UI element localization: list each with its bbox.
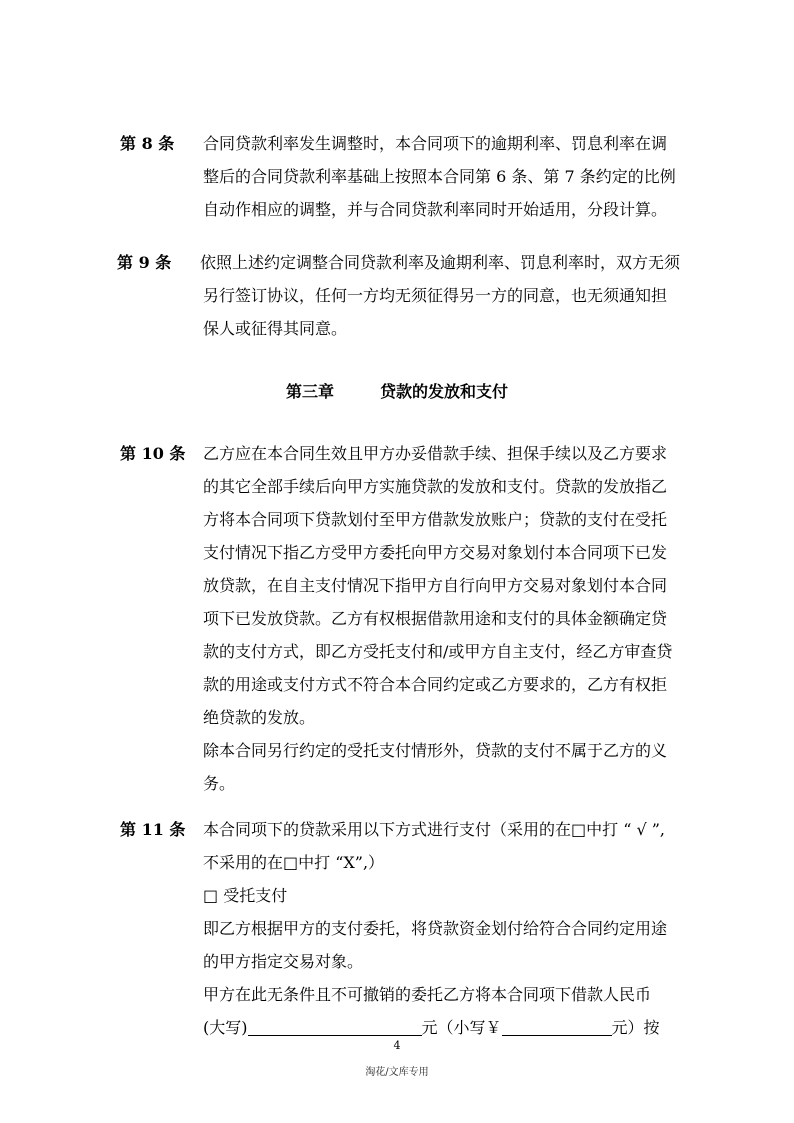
- article-9-line: 另行签订协议，任何一方均无须征得另一方的同意，也无须通知担: [203, 286, 668, 305]
- article-8-line: 整后的合同贷款利率基础上按照本合同第 6 条、第 7 条约定的比例: [203, 167, 676, 186]
- page-number: 4: [393, 1039, 401, 1052]
- article-10-line: 项下已发放贷款。乙方有权根据借款用途和支付的具体金额确定贷: [203, 609, 668, 628]
- article-8-line: 合同贷款利率发生调整时，本合同项下的逾期利率、罚息利率在调: [203, 134, 668, 153]
- amount-uppercase-label: (大写): [203, 1018, 248, 1037]
- article-9-label: 第 9 条: [117, 253, 172, 272]
- article-10-line: 方将本合同项下贷款划付至甲方借款发放账户；贷款的支付在受托: [203, 510, 668, 529]
- article-11-line: 不采用的在□中打 “X”,）: [203, 853, 385, 872]
- article-10-line: 的其它全部手续后向甲方实施贷款的发放和支付。贷款的发放指乙: [203, 477, 668, 496]
- article-9-line: 保人或征得其同意。: [203, 319, 348, 338]
- article-10-line: 务。: [203, 774, 236, 793]
- article-11-body: [203, 813, 681, 1044]
- article-10-line: 除本合同另行约定的受托支付情形外，贷款的支付不属于乙方的义: [203, 741, 668, 760]
- article-11-label: 第 11 条: [120, 820, 186, 839]
- chapter-title: 贷款的发放和支付: [380, 382, 509, 401]
- amount-suffix: 元）按: [611, 1018, 660, 1037]
- article-10-line: 放贷款，在自主支付情况下指甲方自行向甲方交易对象划付本合同: [203, 576, 668, 595]
- entrusted-payment-option: □ 受托支付: [203, 886, 288, 905]
- article-10-line: 乙方应在本合同生效且甲方办妥借款手续、担保手续以及乙方要求: [203, 444, 668, 463]
- article-9-line: 依照上述约定调整合同贷款利率及逾期利率、罚息利率时，双方无须: [200, 253, 681, 272]
- article-10-line: 款的用途或支付方式不符合本合同约定或乙方要求的，乙方有权拒: [203, 675, 668, 694]
- article-8-body: [203, 127, 681, 226]
- article-10-line: 款的支付方式，即乙方受托支付和/或甲方自主支付，经乙方审查贷: [203, 642, 673, 661]
- amount-lowercase-blank[interactable]: [502, 1017, 612, 1036]
- article-10-line: 绝贷款的发放。: [203, 708, 316, 727]
- chapter-number: 第三章: [285, 382, 334, 401]
- article-11-line: 本合同项下的贷款采用以下方式进行支付（采用的在□中打 “ √ ”,: [203, 820, 666, 839]
- article-10-label: 第 10 条: [120, 444, 186, 463]
- amount-lowercase-label: 元（小写￥: [421, 1018, 502, 1037]
- article-11-line: 即乙方根据甲方的支付委托，将贷款资金划付给符合合同约定用途: [203, 919, 668, 938]
- article-8-line: 自动作相应的调整，并与合同贷款利率同时开始适用，分段计算。: [203, 200, 668, 219]
- article-11-line: 的甲方指定交易对象。: [203, 952, 364, 971]
- amount-uppercase-blank[interactable]: [248, 1017, 422, 1036]
- article-9-body: [200, 246, 681, 345]
- article-11-line: 甲方在此无条件且不可撤销的委托乙方将本合同项下借款人民币: [203, 985, 652, 1004]
- article-10-line: 支付情况下指乙方受甲方委托向甲方交易对象划付本合同项下已发: [203, 543, 668, 562]
- chapter-heading: [0, 378, 794, 406]
- footer-text: 淘花/文库专用: [365, 1067, 429, 1078]
- article-8-label: 第 8 条: [120, 134, 175, 153]
- article-10-body: [203, 437, 681, 800]
